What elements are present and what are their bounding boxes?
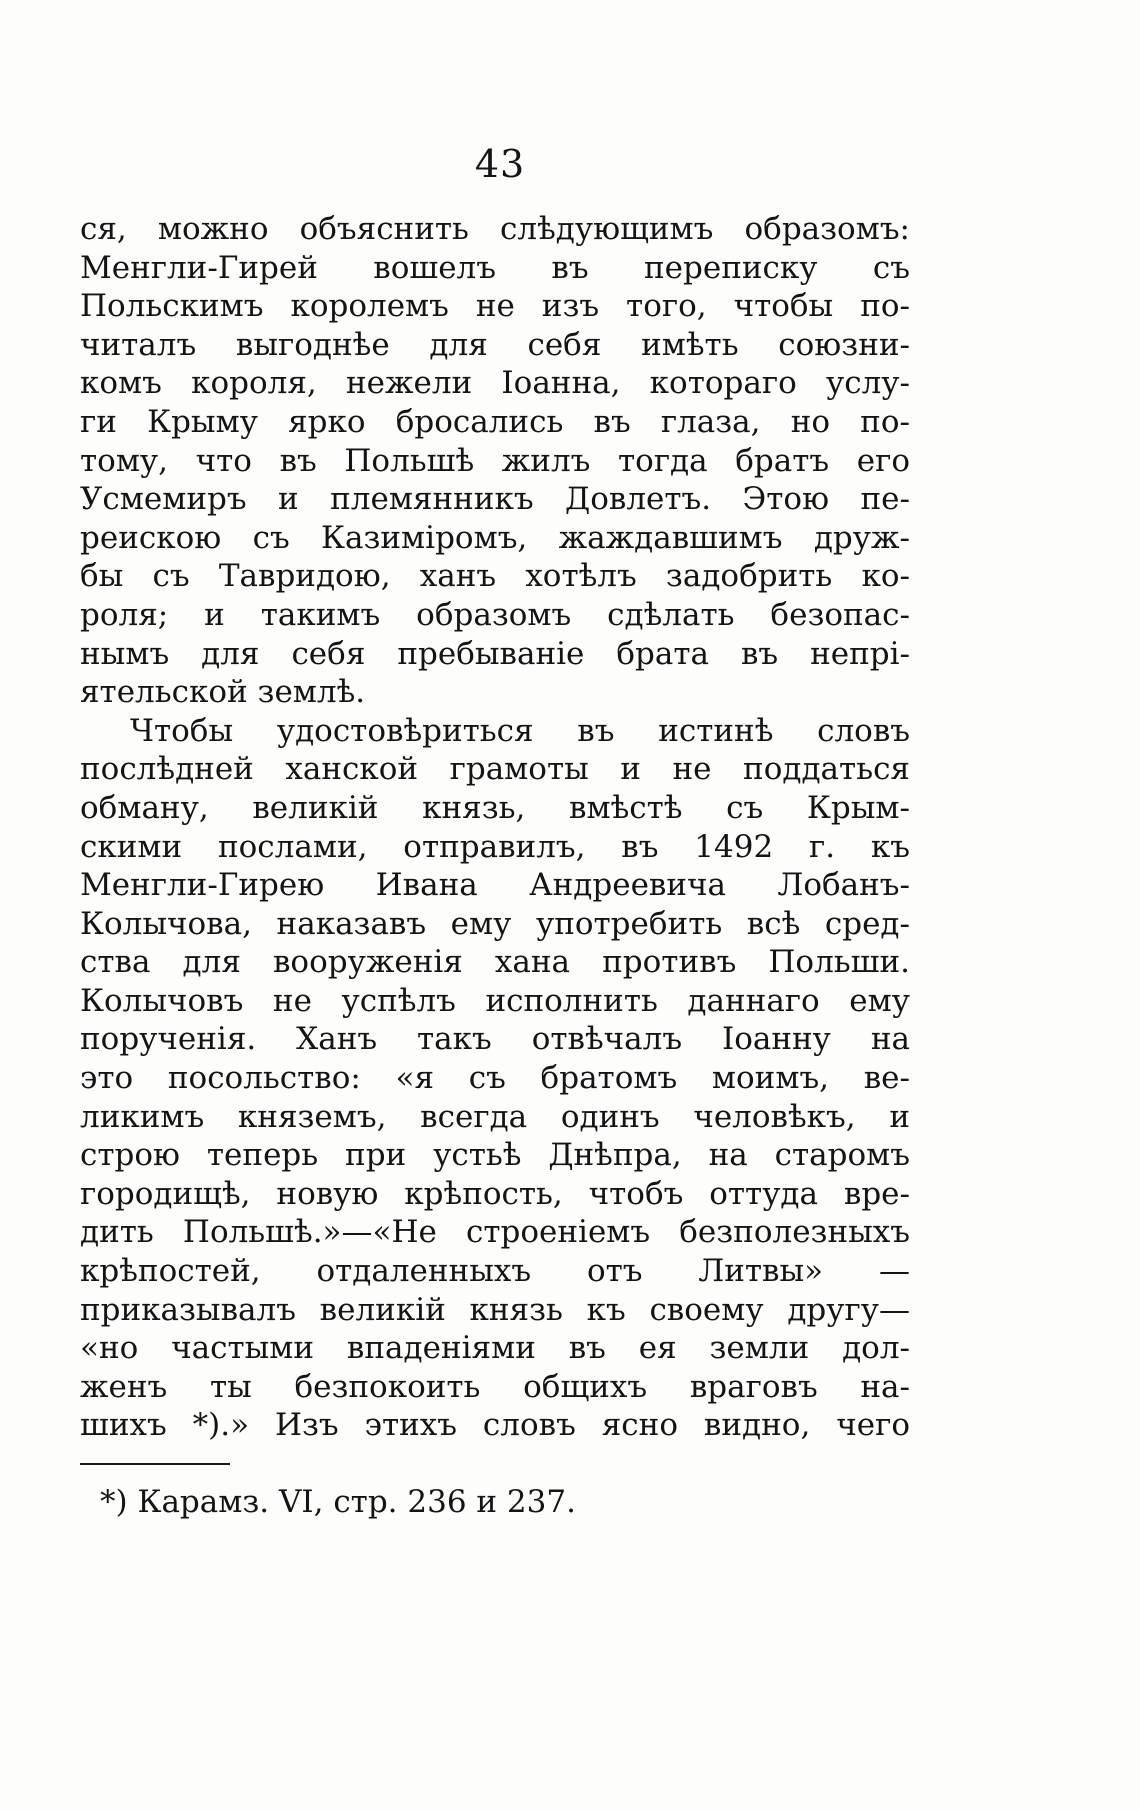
text-line: обману, великій князь, вмѣстѣ съ Крым- [80,789,910,826]
text-line: роля; и такимъ образомъ сдѣлать безопас- [80,596,910,633]
text-line: строю теперь при устьѣ Днѣпра, на старомъ [80,1137,910,1174]
text-line: читалъ выгоднѣе для себя имѣть союзни- [80,326,910,363]
text-line: нымъ для себя пребываніе брата въ непрі- [80,635,910,672]
text-line: Колычовъ не успѣлъ исполнить даннаго ему [80,982,910,1019]
text-line-paragraph-end: ятельской землѣ. [80,674,366,711]
text-line: Усмемиръ и племянникъ Довлетъ. Этою пе- [80,481,910,518]
text-line: крѣпостей, отдаленныхъ отъ Литвы» — [80,1253,910,1290]
text-line: скими послами, отправилъ, въ 1492 г. къ [80,828,910,865]
text-line: послѣдней ханской грамоты и не поддаться [80,751,910,788]
text-line: комъ короля, нежели Іоанна, котораго услу- [80,365,910,402]
text-line: ликимъ княземъ, всегда одинъ человѣкъ, и [80,1098,910,1135]
text-line: Польскимъ королемъ не изъ того, чтобы по- [80,288,910,325]
text-line: Менгли-Гирею Ивана Андреевича Лобанъ- [80,867,910,904]
text-line: реискою съ Казиміромъ, жаждавшимъ друж- [80,519,910,556]
text-line: ся, можно объяснить слѣдующимъ образомъ: [80,211,910,247]
text-line: Менгли-Гирей вошелъ въ переписку съ [80,249,910,286]
text-line: ства для вооруженія хана противъ Польши. [80,944,910,981]
text-line: порученія. Ханъ такъ отвѣчалъ Іоанну на [80,1021,910,1058]
text-line: женъ ты безпокоить общихъ враговъ на- [80,1368,910,1405]
text-line: это посольство: «я съ братомъ моимъ, ве- [80,1060,910,1097]
text-line: «но частыми впаденіями въ ея земли дол- [80,1330,910,1367]
text-line: шихъ *).» Изъ этихъ словъ ясно видно, чего [80,1407,910,1444]
footnote: *) Карамз. VI, стр. 236 и 237. [100,1484,576,1520]
text-line: городищѣ, новую крѣпость, чтобъ оттуда вре- [80,1175,910,1212]
text-line: бы съ Тавридою, ханъ хотѣлъ задобрить ко- [80,558,910,595]
text-line: дить Польшѣ.»—«Не строеніемъ безполезныхъ [80,1214,910,1251]
body-text [80,210,910,1445]
text-line: Колычова, наказавъ ему употребить всѣ сред- [80,905,910,942]
text-line-paragraph-start: Чтобы удостовѣриться въ истинѣ словъ [130,712,910,749]
text-line: тому, что въ Польшѣ жилъ тогда братъ его [80,442,910,479]
page-number: 43 [474,142,526,186]
footnote-divider [80,1463,230,1465]
text-line: ги Крыму ярко бросались въ глаза, но по- [80,403,910,440]
text-line: приказывалъ великій князь къ своему другу— [80,1291,910,1328]
